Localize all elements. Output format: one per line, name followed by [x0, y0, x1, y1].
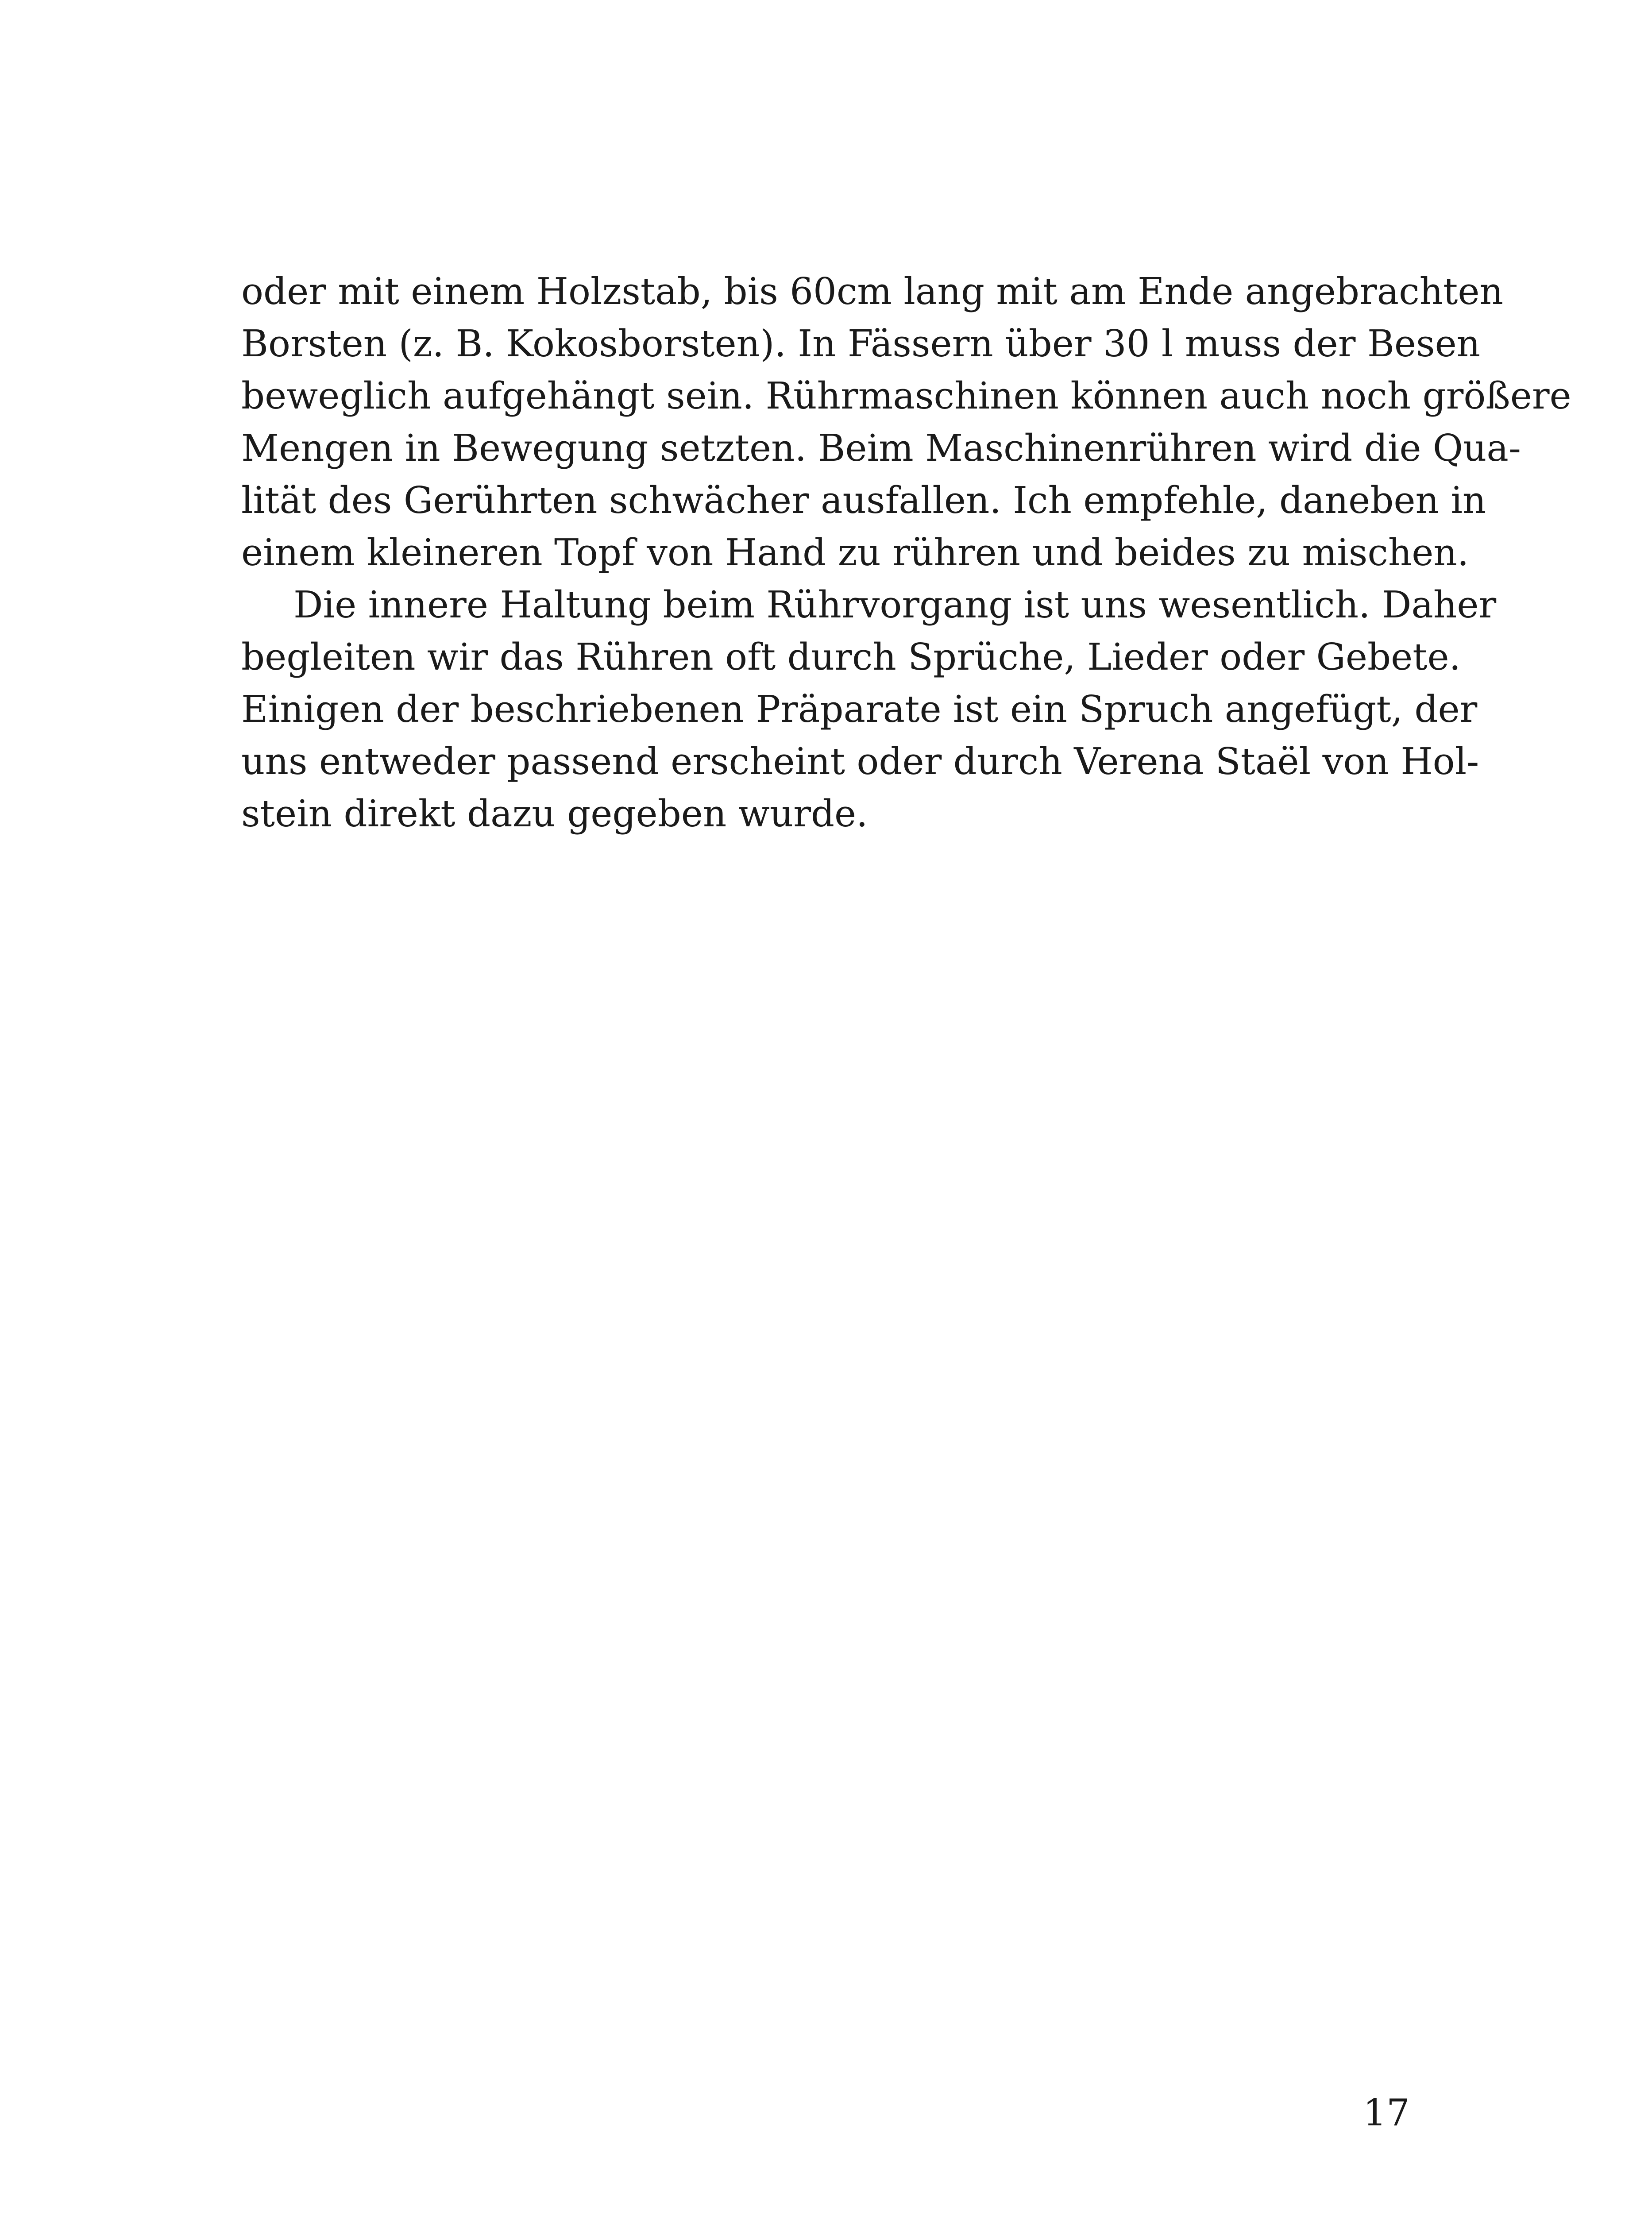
text-line: stein direkt dazu gegeben wurde. — [241, 792, 868, 835]
body-text — [241, 266, 1571, 840]
page-number: 17 — [1363, 2091, 1410, 2134]
text-line: uns entweder passend erscheint oder durch Verena Staël von Hol- — [241, 740, 1479, 783]
text-line: oder mit einem Holzstab, bis 60cm lang mit am Ende angebrachten — [241, 270, 1503, 313]
text-line: Borsten (z. B. Kokosborsten). In Fässern über 30 l muss der Besen — [241, 322, 1481, 365]
paragraph-1 — [241, 266, 1571, 579]
text-line: beweglich aufgehängt sein. Rührmaschinen können auch noch größere — [241, 374, 1571, 417]
text-line: lität des Gerührten schwächer ausfallen. Ich empfehle, daneben in — [241, 479, 1486, 522]
text-line: einem kleineren Topf von Hand zu rühren und beides zu mischen. — [241, 531, 1469, 574]
paragraph-2 — [241, 579, 1497, 840]
text-line: Mengen in Bewegung setzten. Beim Maschinenrühren wird die Qua- — [241, 427, 1521, 470]
text-line: Einigen der beschriebenen Präparate ist ein Spruch angefügt, der — [241, 688, 1478, 731]
text-line: Die innere Haltung beim Rührvorgang ist uns wesentlich. Daher — [293, 583, 1497, 626]
text-line: begleiten wir das Rühren oft durch Sprüche, Lieder oder Gebete. — [241, 636, 1461, 679]
